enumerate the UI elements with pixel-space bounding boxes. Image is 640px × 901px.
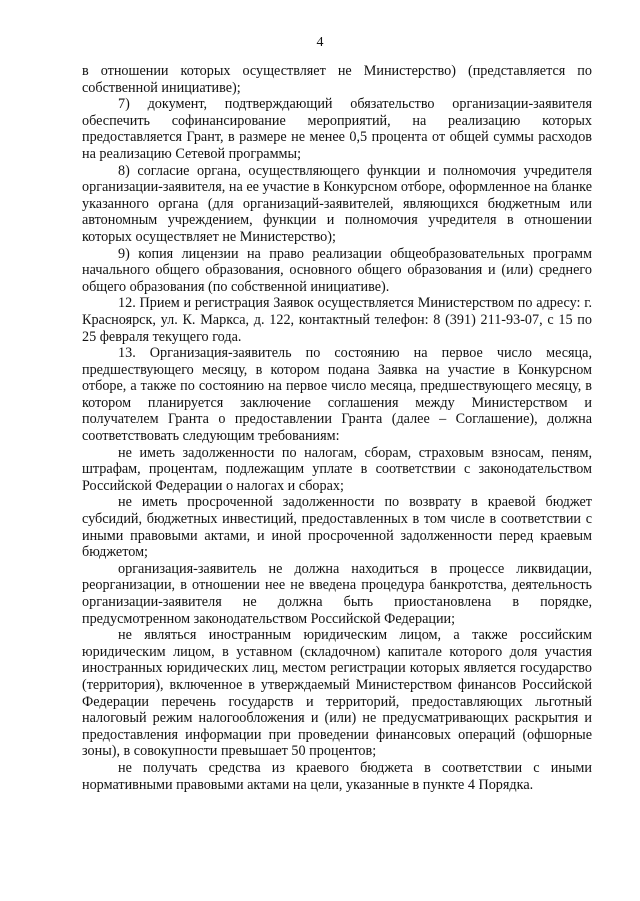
paragraph: не иметь задолженности по налогам, сборам, страховым взносам, пеням, штрафам, процентам, подлежащим уплате в соответствии с законодательством Российской Федерации о налогах и сборах; (82, 444, 592, 494)
paragraph: 7) документ, подтверждающий обязательство организации-заявителя обеспечить софинансирование мероприятий, на реализацию которых предоставляется Грант, в размере не менее 0,5 процента от общей суммы расходов на реализацию Сетевой программы; (82, 96, 592, 162)
paragraph: не иметь просроченной задолженности по возврату в краевой бюджет субсидий, бюджетных инвестиций, предоставленных в том числе в соответствии с иными правовыми актами, и иной просроченной задолженности перед краевым бюджетом; (82, 494, 592, 561)
paragraph: не получать средства из краевого бюджета в соответствии с иными нормативными правовыми актами на цели, указанные в пункте 4 Порядка. (82, 759, 592, 793)
document-body (82, 63, 592, 793)
paragraph: 8) согласие органа, осуществляющего функции и полномочия учредителя организации-заявителя, на ее участие в Конкурсном отборе, оформленное на бланке указанного органа (для организаций-заявителей, являющихся бюджетным или автономным учреждением, функции и полномочия учредителя в отношении которых осуществляет не Министерство); (82, 162, 592, 245)
page-number: 4 (316, 35, 324, 50)
paragraph: организация-заявитель не должна находиться в процессе ликвидации, реорганизации, в отношении нее не введена процедура банкротства, деятельность организации-заявителя не должна быть приостановлена в порядке, предусмотренном законодательством Российской Федерации; (82, 560, 592, 627)
paragraph: в отношении которых осуществляет не Министерство) (представляется по собственной инициативе); (82, 63, 592, 96)
paragraph: 9) копия лицензии на право реализации общеобразовательных программ начального общего образования, основного общего образования и (или) среднего общего образования (по собственной инициативе). (82, 245, 592, 295)
paragraph: не являться иностранным юридическим лицом, а также российским юридическим лицом, в уставном (складочном) капитале которого доля участия иностранных юридических лиц, местом регистрации которых является государство (территория), включенное в утверждаемый Министерством финансов Российской Федерации перечень государств и территорий, предоставляющих льготный налоговый режим налогообложения и (или) не предусматривающих раскрытия и предоставления информации при проведении финансовых операций (офшорные зоны), в совокупности превышает 50 процентов; (82, 627, 592, 760)
paragraph: 13. Организация-заявитель по состоянию на первое число месяца, предшествующего месяцу, в котором подана Заявка на участие в Конкурсном отборе, а также по состоянию на первое число месяца, предшествующего месяцу, в котором планируется заключение соглашения между Министерством и получателем Гранта о предоставлении Гранта (далее – Соглашение), должна соответствовать следующим требованиям: (82, 345, 592, 445)
paragraph: 12. Прием и регистрация Заявок осуществляется Министерством по адресу: г. Красноярск, ул. К. Маркса, д. 122, контактный телефон: 8 (391) 211-93-07, с 15 по 25 февраля текущего года. (82, 295, 592, 345)
